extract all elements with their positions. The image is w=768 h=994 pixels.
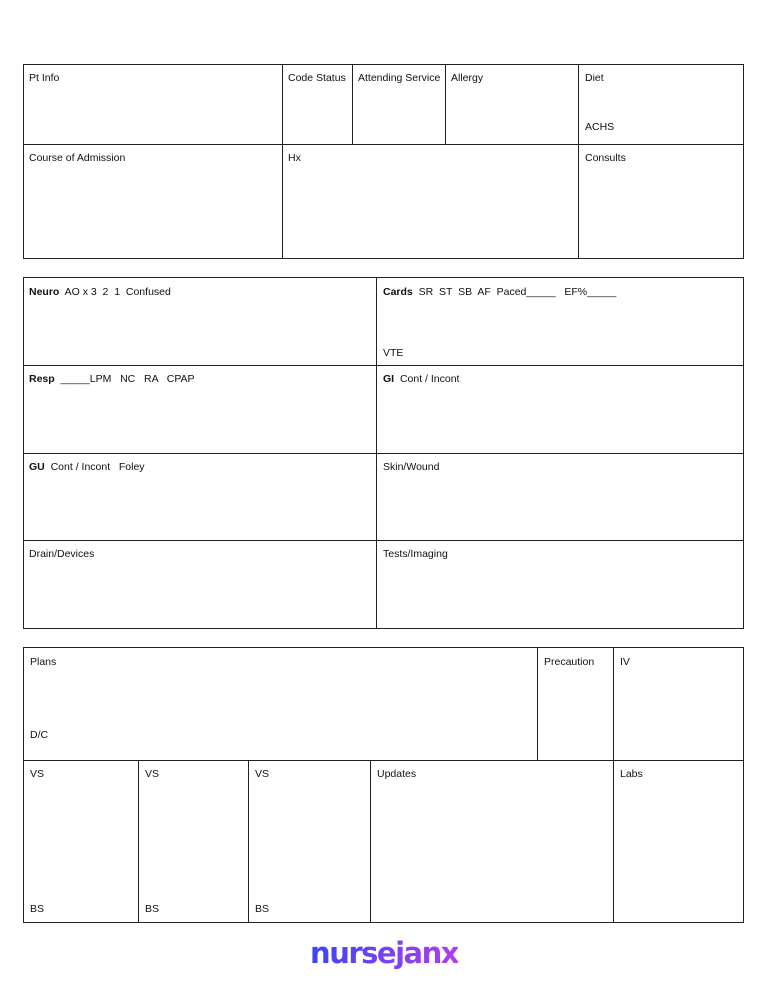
skin-wound-label: Skin/Wound — [383, 461, 440, 473]
plans-col-line — [613, 647, 614, 923]
header-divider — [23, 144, 744, 145]
vs-col-line — [370, 760, 371, 923]
neuro-label: Neuro — [29, 286, 60, 298]
gu-row — [29, 461, 145, 473]
vs-label-1: VS — [30, 768, 45, 780]
cards-row — [383, 286, 616, 298]
allergy-label: Allergy — [451, 72, 484, 84]
plans-row-line — [23, 760, 744, 761]
iv-label: IV — [620, 656, 630, 668]
vs-col-line — [248, 760, 249, 923]
labs-label: Labs — [620, 768, 643, 780]
code-status-label: Code Status — [288, 72, 346, 84]
plans-label: Plans — [30, 656, 57, 668]
precaution-label: Precaution — [544, 656, 595, 668]
vte-label: VTE — [383, 347, 404, 359]
logo-text: nursejanx — [310, 936, 458, 970]
drain-devices-label: Drain/Devices — [29, 548, 95, 560]
dc-label: D/C — [30, 729, 49, 741]
gi-label: GI — [383, 373, 395, 385]
gu-label: GU — [29, 461, 45, 473]
cards-label: Cards — [383, 286, 413, 298]
updates-label: Updates — [377, 768, 417, 780]
attending-service-label: Attending Service — [358, 72, 441, 84]
bs-label-2: BS — [145, 903, 160, 915]
plans-section — [23, 647, 744, 923]
neuro-options: AO x 3 2 1 Confused — [64, 286, 171, 298]
bs-label-1: BS — [30, 903, 45, 915]
resp-label: Resp — [29, 373, 55, 385]
resp-row — [29, 373, 195, 385]
cards-options: SR ST SB AF Paced_____ EF%_____ — [418, 286, 617, 298]
hx-label: Hx — [288, 152, 301, 164]
consults-label: Consults — [585, 152, 626, 164]
plans-col-line — [537, 647, 538, 760]
systems-row-line — [23, 540, 744, 541]
bs-label-3: BS — [255, 903, 270, 915]
header-section — [23, 64, 744, 259]
achs-label: ACHS — [585, 121, 615, 133]
neuro-row — [29, 286, 171, 298]
nursejanx-logo — [0, 936, 768, 970]
systems-row-line — [23, 365, 744, 366]
vs-label-3: VS — [255, 768, 270, 780]
vs-col-line — [138, 760, 139, 923]
header-col-line — [282, 64, 283, 259]
vs-label-2: VS — [145, 768, 160, 780]
header-col-line — [445, 64, 446, 144]
tests-imaging-label: Tests/Imaging — [383, 548, 448, 560]
pt-info-label: Pt Info — [29, 72, 60, 84]
header-col-line — [578, 64, 579, 259]
gi-row — [383, 373, 459, 385]
gu-options: Cont / Incont Foley — [50, 461, 145, 473]
systems-row-line — [23, 453, 744, 454]
resp-options: _____LPM NC RA CPAP — [60, 373, 195, 385]
course-of-admission-label: Course of Admission — [29, 152, 126, 164]
header-col-line — [352, 64, 353, 144]
gi-options: Cont / Incont — [399, 373, 460, 385]
diet-label: Diet — [585, 72, 604, 84]
